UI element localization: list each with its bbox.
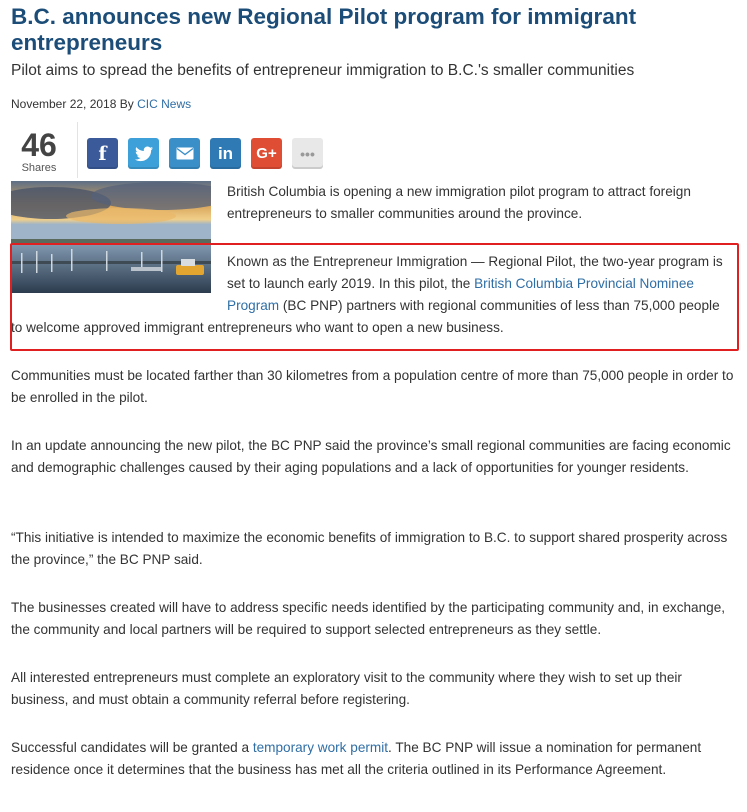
temporary-work-permit-link[interactable]: temporary work permit bbox=[252, 740, 389, 755]
google-plus-share-button[interactable] bbox=[251, 138, 282, 169]
paragraph-candidates bbox=[11, 737, 735, 781]
share-count-label: Shares bbox=[21, 162, 57, 174]
paragraph-quote: “This initiative is intended to maximize the economic benefits of immigration to B.C. to support shared prosperity across the province,” the BC PNP said. bbox=[11, 530, 728, 567]
share-count-number: 46 bbox=[21, 127, 57, 163]
article-title: B.C. announces new Regional Pilot program for immigrant entrepreneurs bbox=[11, 4, 637, 55]
more-share-button[interactable] bbox=[292, 138, 323, 169]
paragraph-pilot-end: to welcome approved immigrant entrepreneurs who want to open a new business. bbox=[11, 320, 504, 335]
highlight-box bbox=[10, 243, 739, 351]
author-link[interactable]: CIC News bbox=[137, 97, 192, 111]
paragraph-businesses: The businesses created will have to address specific needs identified by the participating community and, in exchange, the community and local partners will be required to support selected entrepreneurs as they settle. bbox=[11, 600, 726, 637]
paragraph-exploratory-visit: All interested entrepreneurs must complete an exploratory visit to the community where they wish to set up their business, and must obtain a community referral before registering. bbox=[11, 670, 682, 707]
bc-pnp-link[interactable]: British Columbia Provincial Nominee Program bbox=[227, 276, 694, 313]
facebook-share-button[interactable] bbox=[87, 138, 118, 169]
linkedin-icon: in bbox=[217, 143, 234, 163]
share-count bbox=[11, 128, 67, 174]
twitter-share-button[interactable] bbox=[128, 138, 159, 169]
paragraph-update: In an update announcing the new pilot, the BC PNP said the province’s small regional communities are facing economic and demographic challenges caused by their aging populations and a lack of opportunities for younger residents. bbox=[11, 438, 731, 475]
facebook-icon: f bbox=[98, 142, 107, 165]
paragraph-pilot-text-mid: (BC PNP) partners with regional communities of less than 75,000 people bbox=[279, 298, 720, 313]
google-plus-icon: G+ bbox=[256, 145, 277, 162]
twitter-icon bbox=[135, 146, 153, 162]
article-subtitle: Pilot aims to spread the benefits of entrepreneur immigration to B.C.'s smaller communities bbox=[11, 62, 635, 79]
paragraph-communities: Communities must be located farther than 30 kilometres from a population centre of more than 75,000 people in order to be enrolled in the pilot. bbox=[11, 368, 734, 405]
more-dots-icon: ••• bbox=[300, 145, 315, 162]
byline-by: By bbox=[119, 97, 134, 111]
email-share-button[interactable] bbox=[169, 138, 200, 169]
envelope-icon bbox=[176, 147, 194, 160]
byline bbox=[11, 97, 191, 111]
linkedin-share-button[interactable] bbox=[210, 138, 241, 169]
article-date: November 22, 2018 bbox=[11, 97, 117, 111]
share-divider bbox=[77, 122, 78, 178]
paragraph-candidates-before: Successful candidates will be granted a bbox=[11, 740, 253, 755]
paragraph-intro: British Columbia is opening a new immigration pilot program to attract foreign entrepreneurs to smaller communities around the province. bbox=[227, 184, 691, 221]
paragraph-candidates-after: . The BC PNP will issue a nomination for permanent residence once it determines that the business has met all the criteria outlined in its Performance Agreement. bbox=[11, 740, 702, 777]
paragraph-pilot-text: Known as the Entrepreneur Immigration — Regional Pilot, the two-year program is set to launch early 2019. In this pilot, the bbox=[227, 254, 723, 291]
